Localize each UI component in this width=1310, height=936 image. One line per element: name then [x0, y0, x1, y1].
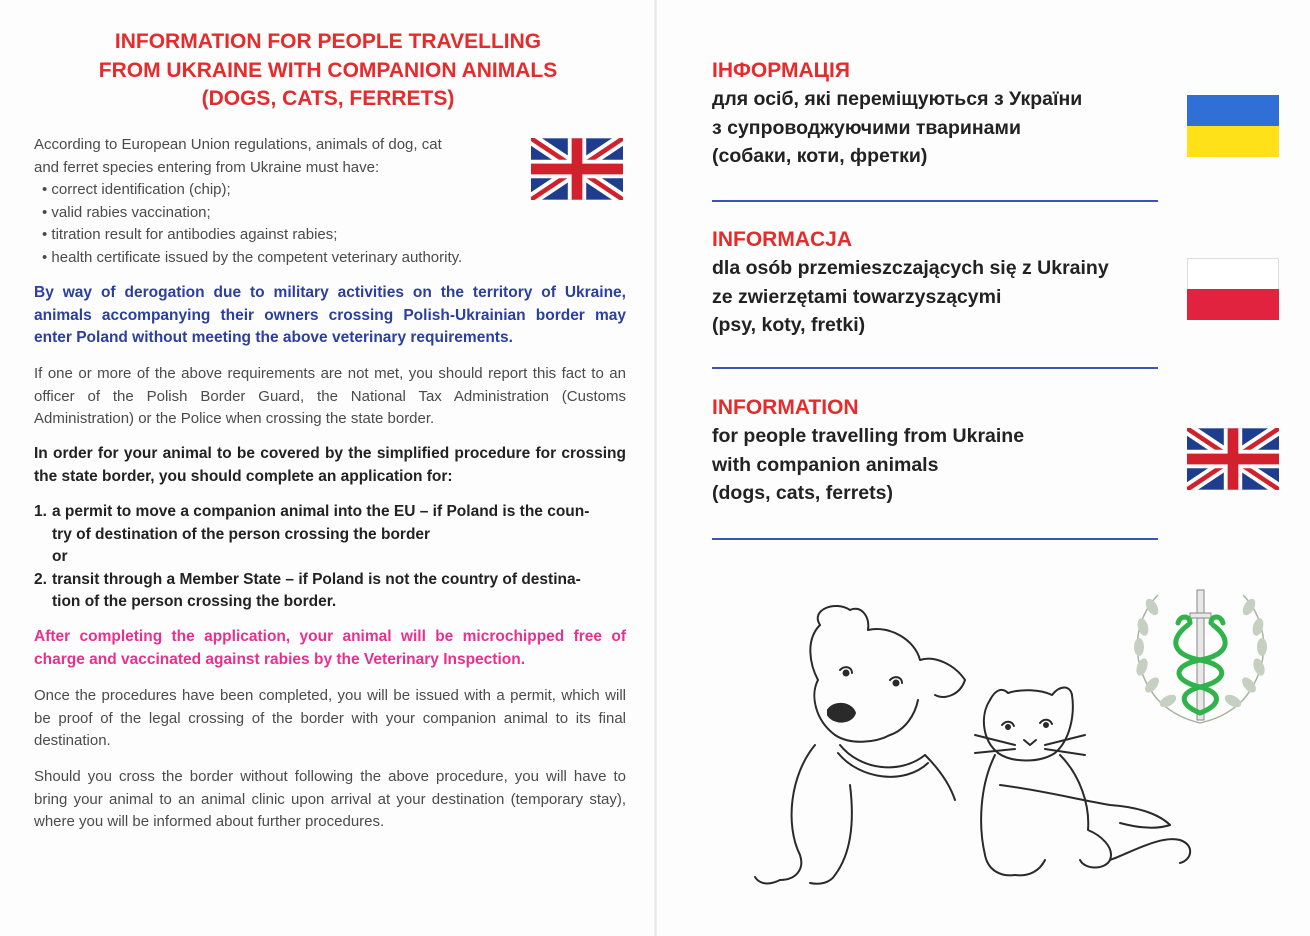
intro-line: According to European Union regulations, animals of dog, cat — [34, 136, 442, 153]
procedure-intro: In order for your animal to be covered by the simplified procedure for crossing the state border, you should complete an application for: — [34, 445, 626, 485]
block-line: with companion animals — [712, 453, 939, 476]
application-options — [34, 501, 626, 614]
english-info-block — [712, 394, 1172, 508]
uk-flag-icon — [1187, 428, 1279, 490]
requirement-item: • correct identification (chip); — [42, 179, 462, 202]
option-text: try of destination of the person crossing the border — [52, 525, 431, 543]
derogation-notice: By way of derogation due to military activities on the territory of Ukraine, animals accompanying their owners crossing Polish-Ukrainian border may enter Poland without meeting the above veterinary requirements. — [34, 284, 626, 346]
requirement-item: • health certificate issued by the competent veterinary authority. — [42, 247, 462, 270]
title-line: INFORMATION FOR PEOPLE TRAVELLING — [114, 30, 542, 53]
option-item — [34, 501, 626, 546]
report-instructions: If one or more of the above requirements are not met, you should report this fact to an officer of the Polish Border Guard, the National Tax Administration (Customs Administration) or the Police when crossing the state border. — [34, 365, 626, 427]
title-line: (DOGS, CATS, FERRETS) — [201, 87, 455, 110]
block-heading: INFORMATION — [712, 396, 859, 419]
intro-line: and ferret species entering from Ukraine must have: — [34, 158, 380, 176]
panel-title — [34, 28, 622, 114]
block-line: ze zwierzętami towarzyszącymi — [712, 285, 1002, 308]
page-fold — [654, 0, 657, 936]
option-text: transit through a Member State – if Poland is not the country of destina- — [52, 570, 581, 588]
block-line: для осіб, які переміщуються з України — [712, 88, 1083, 110]
no-procedure-info: Should you cross the border without following the above procedure, you will have to bring your animal to an animal clinic upon arrival at your destination (temporary stay), where you will be informed about further procedures. — [34, 768, 626, 830]
block-heading: INFORMACJA — [712, 228, 852, 251]
divider — [712, 367, 1158, 369]
requirements-list — [42, 179, 462, 269]
polish-info-block — [712, 226, 1172, 340]
microchip-notice: After completing the application, your animal will be microchipped free of charge and vaccinated against rabies by the Veterinary Inspection. — [34, 628, 626, 668]
block-line: dla osób przemieszczających się z Ukrainy — [712, 257, 1109, 279]
divider — [712, 538, 1158, 540]
block-line: (psy, koty, fretki) — [712, 314, 866, 336]
block-line: з супроводжуючими тваринами — [712, 116, 1021, 139]
option-number: 2. — [34, 570, 47, 588]
block-line: (dogs, cats, ferrets) — [712, 482, 893, 504]
requirement-item: • titration result for antibodies against rabies; — [42, 224, 462, 247]
block-heading: ІНФОРМАЦІЯ — [712, 59, 850, 82]
option-text: tion of the person crossing the border. — [52, 593, 337, 610]
option-item — [34, 569, 626, 614]
veterinary-inspection-emblem — [1118, 585, 1283, 730]
or-separator: or — [52, 548, 68, 565]
title-line: FROM UKRAINE WITH COMPANION ANIMALS — [98, 58, 558, 82]
intro-text — [34, 134, 504, 179]
option-text: a permit to move a companion animal into the EU – if Poland is the coun- — [52, 503, 590, 520]
uk-flag-icon — [531, 138, 623, 200]
divider — [712, 200, 1158, 202]
block-line: for people travelling from Ukraine — [712, 425, 1025, 447]
ukraine-flag-icon — [1187, 95, 1279, 157]
ukrainian-info-block — [712, 57, 1172, 171]
option-number: 1. — [34, 503, 47, 520]
poland-flag-icon — [1187, 258, 1279, 320]
block-line: (собаки, коти, фретки) — [712, 145, 928, 167]
requirement-item: • valid rabies vaccination; — [42, 202, 462, 225]
permit-info: Once the procedures have been completed, you will be issued with a permit, which will be proof of the legal crossing of the border with your companion animal to its final destination. — [34, 687, 626, 749]
